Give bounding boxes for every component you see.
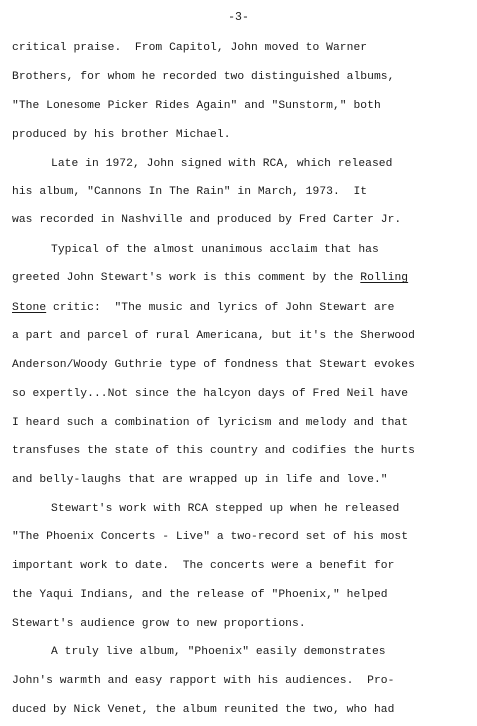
- text-line: I heard such a combination of lyricism and melody and that: [12, 417, 409, 429]
- text-line: Stewart's audience grow to new proportions.: [12, 618, 306, 630]
- text-line: A truly live album, "Phoenix" easily demonstrates: [51, 646, 386, 658]
- text-line: "The Lonesome Picker Rides Again" and "Sunstorm," both: [12, 100, 381, 112]
- text-line: Brothers, for whom he recorded two distinguished albums,: [12, 71, 395, 83]
- text-line: the Yaqui Indians, and the release of "Phoenix," helped: [12, 589, 388, 601]
- text-line: Stewart's work with RCA stepped up when he released: [51, 503, 400, 515]
- text-line: Typical of the almost unanimous acclaim that has: [51, 244, 379, 256]
- text-line: duced by Nick Venet, the album reunited the two, who had: [12, 704, 395, 716]
- text-line: John's warmth and easy rapport with his audiences. Pro-: [12, 675, 395, 687]
- text-line: a part and parcel of rural Americana, but it's the Sherwood: [12, 330, 415, 342]
- text-line: his album, "Cannons In The Rain" in March, 1973. It: [12, 186, 368, 198]
- text-line: Anderson/Woody Guthrie type of fondness that Stewart evokes: [12, 359, 415, 371]
- text-line: and belly-laughs that are wrapped up in life and love.": [12, 474, 388, 486]
- line-text: critic: "The music and lyrics of John Stewart are: [46, 302, 395, 314]
- text-line: transfuses the state of this country and codifies the hurts: [12, 445, 415, 457]
- text-line: Late in 1972, John signed with RCA, which released: [51, 158, 393, 170]
- text-line: was recorded in Nashville and produced by Fred Carter Jr.: [12, 214, 402, 226]
- page-number: -3-: [228, 11, 249, 24]
- text-line: [12, 271, 408, 285]
- text-line: [12, 301, 394, 315]
- text-line: "The Phoenix Concerts - Live" a two-record set of his most: [12, 531, 409, 543]
- publication-title-underlined: Rolling: [360, 272, 409, 284]
- text-line: important work to date. The concerts were a benefit for: [12, 560, 395, 572]
- publication-title-underlined: Stone: [12, 302, 47, 314]
- text-line: critical praise. From Capitol, John moved to Warner: [12, 42, 368, 54]
- line-text: greeted John Stewart's work is this comment by the: [12, 272, 361, 284]
- text-line: so expertly...Not since the halcyon days of Fred Neil have: [12, 388, 409, 400]
- text-line: produced by his brother Michael.: [12, 129, 231, 141]
